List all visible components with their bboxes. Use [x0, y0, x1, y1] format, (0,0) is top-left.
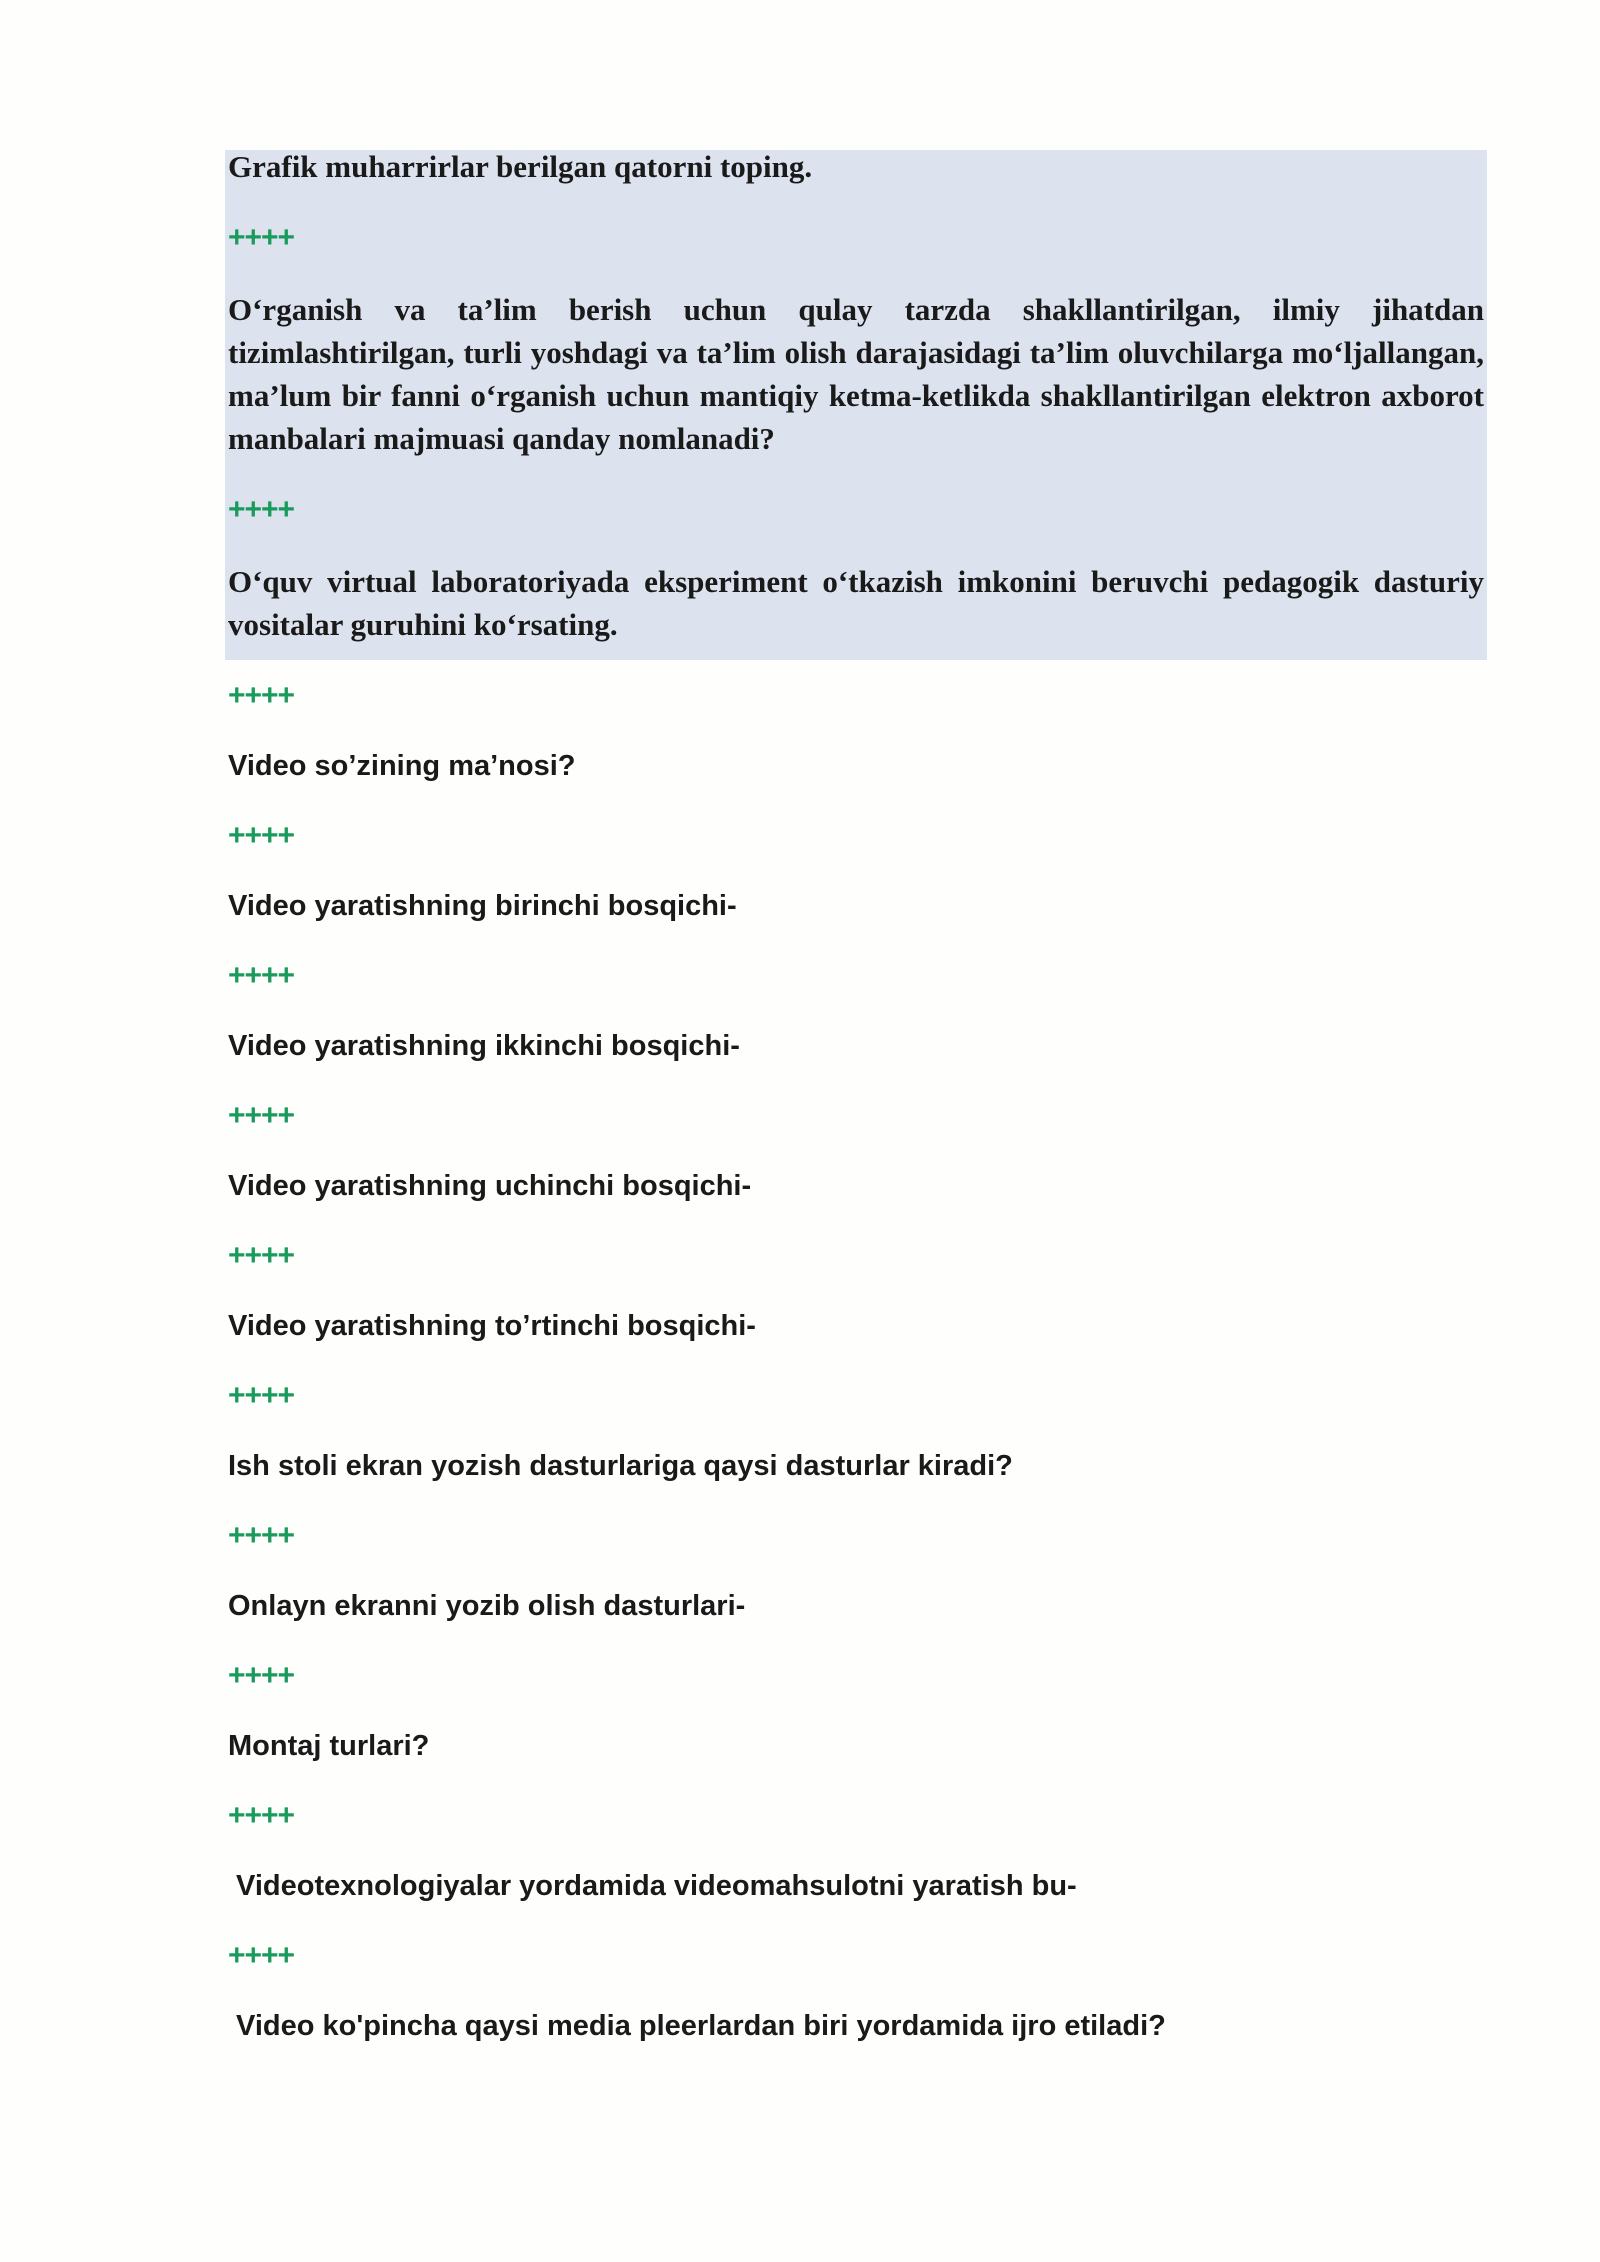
separator: ++++	[228, 1099, 295, 1132]
question-7: Video yaratishning uchinchi bosqichi-	[228, 1170, 752, 1202]
separator: ++++	[228, 1239, 295, 1272]
separator: ++++	[228, 493, 295, 526]
question-1: Grafik muharrirlar berilgan qatorni toping.	[228, 149, 813, 184]
separator: ++++	[228, 221, 295, 254]
question-13: Video ko'pincha qaysi media pleerlardan biri yordamida ijro etiladi?	[228, 2010, 1166, 2042]
separator: ++++	[228, 1379, 295, 1412]
document-page	[228, 145, 1484, 2046]
question-6: Video yaratishning ikkinchi bosqichi-	[228, 1030, 740, 1062]
separator: ++++	[228, 1659, 295, 1692]
question-12: Videotexnologiyalar yordamida videomahsulotni yaratish bu-	[228, 1870, 1077, 1902]
question-8: Video yaratishning to’rtinchi bosqichi-	[228, 1310, 756, 1342]
separator: ++++	[228, 1519, 295, 1552]
question-10: Onlayn ekranni yozib olish dasturlari-	[228, 1590, 746, 1622]
question-2: O‘rganish va ta’lim berish uchun qulay tarzda shakllantirilgan, ilmiy jihatdan tizimlashtirilgan, turli yoshdagi va ta’lim olish darajasidagi ta’lim oluvchilarga mo‘ljallangan, ma’lum bir fanni o‘rganish uchun mantiqiy ketma-ketlikda shakllantirilgan elektron axborot manbalari majmuasi qanday nomlanadi?	[228, 292, 1484, 456]
separator: ++++	[228, 1939, 295, 1972]
question-3: O‘quv virtual laboratoriyada eksperiment o‘tkazish imkonini beruvchi pedagogik dasturiy vositalar guruhini ko‘rsating.	[228, 564, 1484, 642]
separator: ++++	[228, 679, 295, 712]
question-4: Video so’zining ma’nosi?	[228, 750, 576, 782]
question-11: Montaj turlari?	[228, 1730, 430, 1762]
separator: ++++	[228, 819, 295, 852]
separator: ++++	[228, 959, 295, 992]
separator: ++++	[228, 1799, 295, 1832]
question-5: Video yaratishning birinchi bosqichi-	[228, 890, 737, 922]
question-9: Ish stoli ekran yozish dasturlariga qaysi dasturlar kiradi?	[228, 1450, 1013, 1482]
